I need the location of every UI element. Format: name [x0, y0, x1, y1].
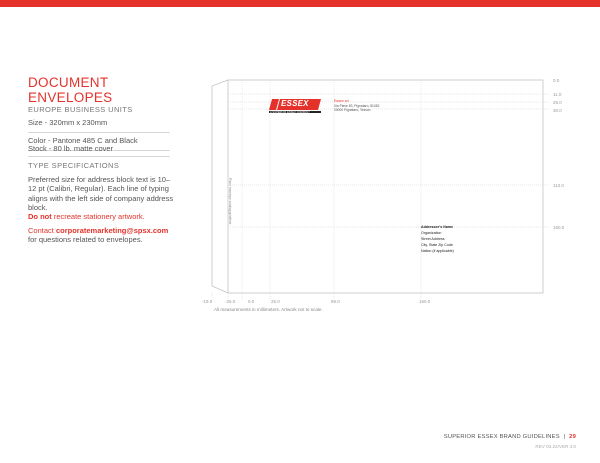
addressee-line: Street Address [421, 237, 445, 241]
dim-label-bottom: 89.0 [331, 299, 340, 304]
page-footer [444, 434, 576, 440]
footer-brand: SUPERIOR ESSEX BRAND GUIDELINES [443, 434, 560, 440]
do-not-label: Do not [28, 212, 52, 221]
dim-label-bottom: -25.0 [225, 299, 236, 304]
type-specs-heading: TYPE SPECIFICATIONS [28, 161, 120, 170]
dim-label-right: 11.0 [553, 92, 562, 97]
addressee-line: City, State Zip Code [421, 243, 453, 247]
contact-email-link[interactable]: corporatemarketing@spsx.com [55, 226, 169, 235]
measurement-note: All measurements in millimeters. Artwork not to scale. [214, 307, 323, 312]
type-specs-body: Preferred size for address block text is 10–12 pt (Calibri, Regular). Each line of typing aligns with the left side of company address block. [28, 175, 174, 212]
addressee-line: Addressee's Name [421, 225, 454, 229]
page-subtitle: EUROPE BUSINESS UNITS [28, 105, 133, 114]
essex-logo-sub: A SUPERIOR ESSEX COMPANY [270, 111, 310, 114]
return-name: Essex srl [334, 99, 349, 103]
dim-label-bottom: 25.0 [271, 299, 280, 304]
dim-label-bottom: 160.0 [419, 299, 431, 304]
do-not-text: recreate stationery artwork. [51, 212, 145, 221]
spec-color: Color - Pantone 485 C and Black [28, 136, 138, 145]
page-title-line2: ENVELOPES [28, 90, 113, 105]
addressee-line: Nation (if applicable) [421, 249, 454, 253]
dim-label-right: 160.0 [553, 225, 565, 230]
dim-label-right: 25.0 [553, 100, 562, 105]
sealing-guideline-note: Place envelope sealing guideline [228, 178, 232, 225]
return-line2: 00000 Pignataro, Tesson [334, 108, 371, 112]
spec-size: Size - 320mm x 230mm [28, 118, 108, 127]
page-number: 29 [569, 434, 576, 440]
footer-separator: | [563, 434, 566, 440]
contact-prefix: Contact [28, 226, 56, 235]
spec-stock: Stock - 80 lb. matte cover [28, 144, 114, 153]
dim-label-bottom: -19.0 [202, 299, 213, 304]
dim-label-right: 0.0 [553, 78, 560, 83]
dim-label-right: 113.0 [553, 183, 564, 188]
essex-logo: ESSEX [281, 99, 309, 108]
revision-label: REV 03.22/VER 4.0 [535, 444, 576, 449]
dim-label-right: 30.0 [553, 108, 562, 113]
addressee-line: Organization [421, 231, 442, 235]
page-title-line1: DOCUMENT [28, 75, 109, 90]
dim-label-bottom: 0.0 [248, 299, 255, 304]
contact-suffix: for questions related to envelopes. [28, 235, 143, 244]
return-line1: Via Piave 83, Pignataro, 81052 [334, 104, 380, 108]
